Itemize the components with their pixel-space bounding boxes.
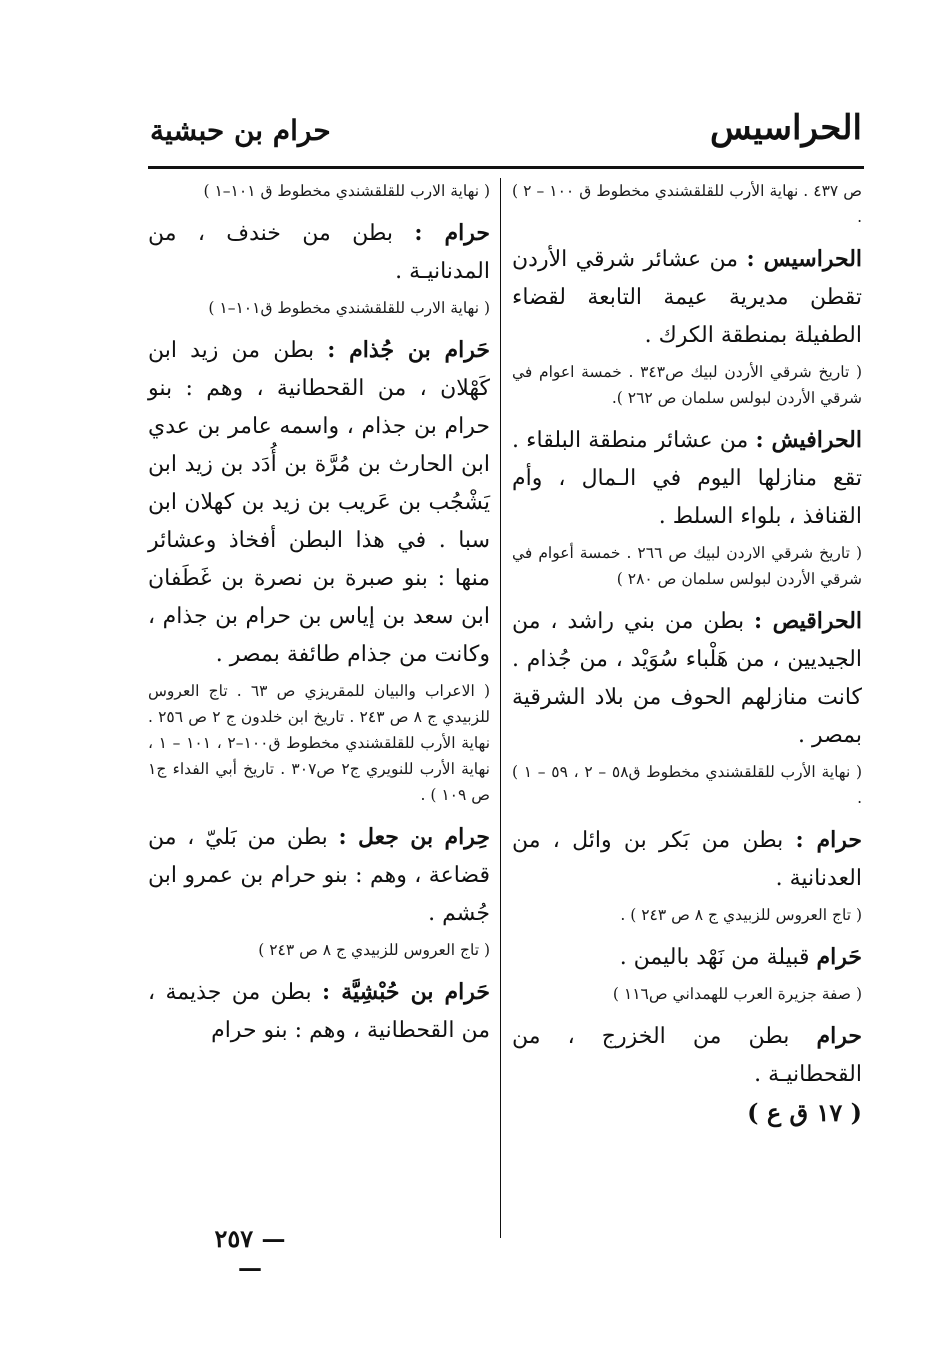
reference-note: ( صفة جزيرة العرب للهمداني ص١١٦ )	[612, 985, 862, 1003]
signature-mark: ( ١٧ ق ع )	[747, 1098, 862, 1127]
reference-note: ( الاعراب والبيان للمقريزي ص ٦٣ . تاج العروس للزبيدي ج ٨ ص ٢٤٣ . تاريخ ابن خلدون ج ٢ ص ٢٥٦ . نهاية الأرب للقلقشندي مخطوط ق١٠٠–٢ ، ١٠١ – ١ ، نهاية الأرب للنويري ج٢ ص٣٠٧ . تاريخ أبي الفداء ج١ ص ١٠٩ ) .	[148, 682, 491, 804]
reference-note: ( تاريخ شرقي الاردن لبيك ص ٢٦٦ . خمسة أعوام في شرقي الأردن لبولس سلمان ص ٢٨٠ )	[512, 544, 862, 588]
header-rule	[148, 166, 864, 169]
entry	[512, 1017, 862, 1094]
reference-note: ص ٤٣٧ . نهاية الأرب للقلقشندي مخطوط ق ١٠٠ – ٢ ) .	[512, 182, 863, 226]
entry	[512, 240, 862, 355]
page-number: — ٢٥٧ —	[214, 1224, 286, 1282]
header-left-title: حرام بن حبشية	[150, 114, 331, 147]
entry	[148, 973, 490, 1050]
entry-body: بطن من بني راشد ، من الجيديين ، من هَلْباء سُوَيْد ، من جُذام . كانت منازلهم الحوف من بلاد الشرقية بمصر .	[512, 609, 862, 748]
entry-body: بطن من الخزرج ، من القحطانيـة .	[512, 1024, 862, 1087]
running-header	[150, 108, 862, 160]
entry	[512, 821, 862, 898]
entry-heading: الحراسيس :	[746, 246, 863, 272]
entry-heading: حرام :	[414, 220, 490, 246]
entry-body: بطن من بَليّ ، من قضاعة ، وهم : بنو حرام بن عمرو ابن جُشم .	[148, 825, 490, 926]
entry	[512, 602, 862, 755]
entry-heading: حرام	[816, 1023, 862, 1049]
header-right-title: الحراسيس	[709, 108, 862, 148]
reference-note: ( تاريخ شرقي الأردن لبيك ص٣٤٣ . خمسة اعوام في شرقي الأردن لبولس سلمان ص ٢٦٢ ).	[512, 363, 863, 407]
entry-heading: حَرام بن حُبْشِيَّة :	[322, 979, 490, 1005]
entry-body: قبيلة من نَهْد باليمن .	[619, 945, 810, 970]
entry-heading: حرام :	[795, 827, 862, 853]
entry	[148, 214, 490, 291]
entry-body: بطن من جذيمة ، من القحطانية ، وهم : بنو حرام	[148, 980, 490, 1043]
entry-body: من عشائر شرقي الأردن تقطن مديرية عيمة التابعة لقضاء الطفيلة بمنطقة الكرك .	[512, 247, 862, 348]
column-divider	[500, 178, 501, 1238]
reference-note: ( تاج العروس للزبيدي ج ٨ ص ٢٤٣ ) .	[620, 906, 862, 924]
entry	[148, 331, 490, 674]
entry-heading: حَرام	[816, 944, 862, 970]
entry-heading: الحرافيش :	[755, 427, 862, 453]
left-column	[148, 178, 490, 1054]
entry	[148, 818, 490, 933]
reference-note: ( نهاية الأرب للقلقشندي مخطوط ق٥٨ – ٢ ، ٥٩ – ١ ) .	[512, 763, 863, 807]
entry-body: من عشائر منطقة البلقاء . تقع منازلها اليوم في الـمال ، وأم القنافذ ، بلواء السلط .	[512, 428, 862, 529]
entry-body: بطن من بَكر بن وائل ، من العدنانية .	[512, 828, 862, 891]
right-column	[512, 178, 862, 1127]
entry-body: بطن من زيد ابن كَهْلان ، من القحطانية ، وهم : بنو حرام بن جذام ، واسمه عامر بن عدي ابن الحارث بن مُرَّة بن أُدَد بن زيد ابن يَشْجُب بن عَريب بن زيد بن كهلان ابن سبا . في هذا البطن أفخاذ وعشائر منها : بنو صبرة بن نصرة بن غَطَفان ابن سعد بن إياس بن حرام بن جذام ، وكانت من جذام طائفة بمصر .	[148, 338, 490, 667]
reference-note: ( نهاية الارب للقلقشندي مخطوط ق١٠١–١ )	[208, 299, 490, 317]
reference-note: ( نهاية الارب للقلقشندي مخطوط ق ١٠١–١ )	[203, 182, 490, 200]
entry	[512, 938, 862, 977]
entry-heading: حَرام بن جُذام :	[327, 337, 490, 363]
entry-heading: الحراقيص :	[754, 608, 863, 634]
reference-note: ( تاج العروس للزبيدي ج ٨ ص ٢٤٣ )	[258, 941, 490, 959]
entry-heading: حِرام بن جعل :	[338, 824, 490, 850]
entry	[512, 421, 862, 536]
entry-body: بطن من خندف ، من المدنانيـة .	[148, 221, 490, 284]
